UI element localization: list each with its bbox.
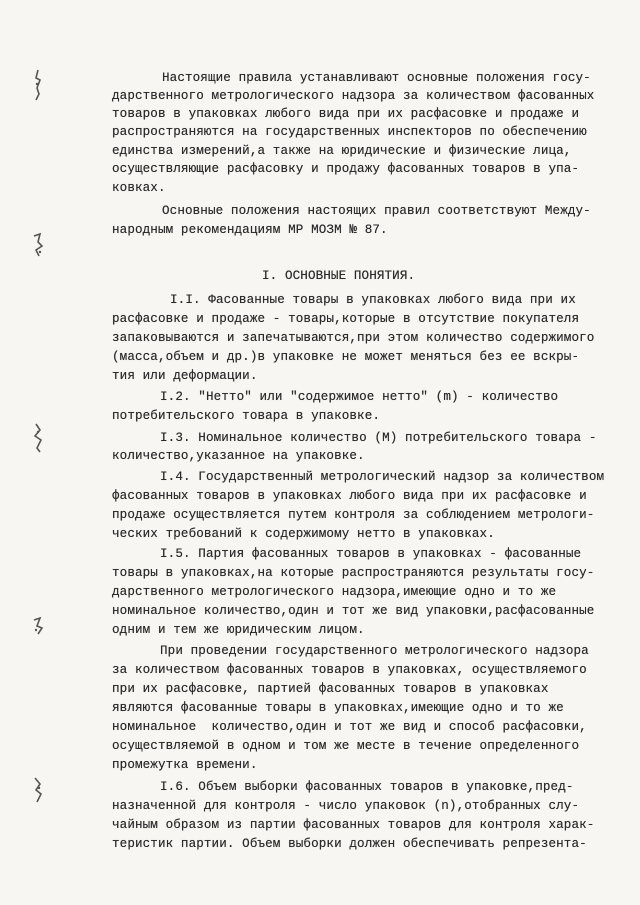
body-line: (масса,объем и др.)в упаковке не может меняться без ее вскры- — [112, 349, 580, 365]
body-line: продаже осуществляется путем контроля за соблюдением метрологи- — [112, 507, 595, 523]
body-line: при их расфасовке, партией фасованных товаров в упаковках — [112, 681, 549, 697]
binding-hole-mark — [28, 418, 48, 458]
section-heading: I. ОСНОВНЫЕ ПОНЯТИЯ. — [262, 268, 416, 284]
body-line: номинальное количество,один и тот же вид и способ расфасовки, — [112, 719, 587, 735]
body-line: I.3. Номинальное количество (М) потребительского товара - — [160, 430, 597, 446]
binding-hole-mark — [28, 226, 48, 266]
body-line: I.2. "Нетто" или "содержимое нетто" (m) - количество — [160, 389, 559, 405]
binding-hole-mark — [28, 608, 48, 648]
intro-line: единства измерений,а также на юридические и физические лица, — [112, 143, 572, 159]
intro-line: товаров в упаковках любого вида при их расфасовке и продаже и — [112, 106, 580, 122]
body-line: потребительского товара в упаковке. — [112, 408, 381, 424]
body-line: являются фасованные товары в упаковках,имеющие одно и то же — [112, 700, 564, 716]
body-line: I.5. Партия фасованных товаров в упаковках - фасованные — [160, 546, 582, 562]
body-line: При проведении государственного метрологического надзора — [160, 643, 589, 659]
intro-line: осуществляющие расфасовку и продажу фасованных товаров в упа- — [112, 161, 580, 177]
intro-line: Настоящие правила устанавливают основные положения госу- — [162, 70, 591, 86]
body-line: номинальное количество,один и тот же вид упаковки,расфасованные — [112, 603, 595, 619]
body-line: назначенной для контроля - число упаковок (n),отобранных слу- — [112, 798, 580, 814]
body-line: I.4. Государственный метрологический надзор за количеством — [160, 469, 605, 485]
intro-line: распространяются на государственных инспекторов по обеспечению — [112, 124, 587, 140]
intro-line: Основные положения настоящих правил соответствуют Между- — [162, 203, 591, 219]
intro-line: дарственного метрологического надзора за количеством фасованных — [112, 88, 595, 104]
body-line: теристик партии. Объем выборки должен обеспечивать репрезента- — [112, 836, 587, 852]
body-line: количество,указанное на упаковке. — [112, 448, 365, 464]
body-line: промежутка времени. — [112, 757, 258, 773]
body-line: фасованных товаров в упаковках любого вида при их расфасовке и — [112, 488, 587, 504]
body-line: одним и тем же юридическим лицом. — [112, 622, 365, 638]
body-line: I.6. Объем выборки фасованных товаров в упаковке,пред- — [160, 779, 574, 795]
body-line: расфасовке и продаже - товары,которые в отсутствие покупателя — [112, 311, 580, 327]
body-line: осуществляемой в одном и том же месте в течение определенного — [112, 738, 580, 754]
body-line: за количеством фасованных товаров в упаковках, осуществляемого — [112, 662, 587, 678]
body-line: товары в упаковках,на которые распространяются результаты госу- — [112, 565, 595, 581]
body-line: чайным образом из партии фасованных товаров для контроля харак- — [112, 817, 595, 833]
binding-hole-mark — [28, 770, 48, 810]
body-line: тия или деформации. — [112, 368, 258, 384]
body-line: дарственного метрологического надзора,имеющие одно и то же — [112, 584, 557, 600]
binding-hole-mark — [28, 66, 48, 106]
intro-line: народным рекомендациям МР МОЗМ № 87. — [112, 222, 388, 238]
body-line: запаковываются и запечатываются,при этом количество содержимого — [112, 330, 595, 346]
body-line: ческих требований к содержимому нетто в упаковках. — [112, 526, 495, 542]
body-line: I.I. Фасованные товары в упаковках любого вида при их — [170, 292, 576, 308]
intro-line: ковках. — [112, 180, 166, 196]
